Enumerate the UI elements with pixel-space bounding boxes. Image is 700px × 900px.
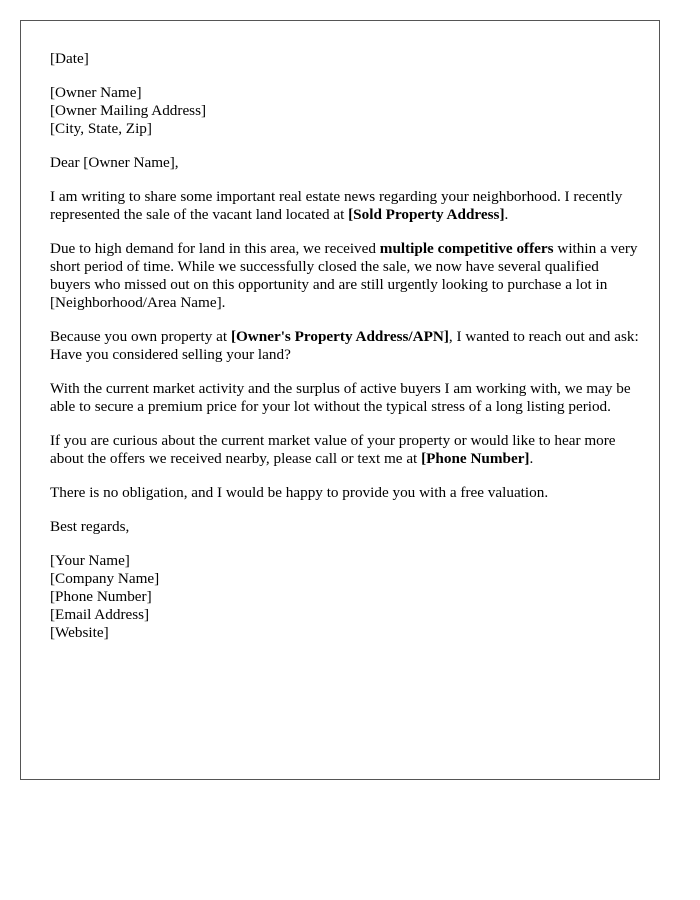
signature-phone: [Phone Number] — [50, 588, 152, 605]
date-line: [Date] — [50, 50, 89, 67]
recipient-city-state-zip: [City, State, Zip] — [50, 120, 152, 137]
signature-block — [50, 552, 640, 642]
multiple-offers-emphasis: multiple competitive offers — [379, 240, 554, 257]
paragraph-obligation: There is no obligation, and I would be happy to provide you with a free valuation. — [50, 484, 549, 501]
paragraph-property — [50, 328, 640, 364]
signature-company: [Company Name] — [50, 570, 160, 587]
signature-email: [Email Address] — [50, 606, 150, 623]
sold-property-address: [Sold Property Address] — [348, 206, 505, 223]
paragraph-property-text: Because you own property at — [50, 328, 231, 345]
recipient-block — [50, 84, 640, 138]
paragraph-intro — [50, 188, 640, 224]
paragraph-demand-text: Due to high demand for land in this area, we received — [50, 240, 380, 257]
paragraph-market: With the current market activity and the surplus of active buyers I am working with, we may be able to secure a premium price for your lot without the typical stress of a long listing period. — [50, 380, 631, 415]
owner-property-address: [Owner's Property Address/APN] — [230, 328, 449, 345]
recipient-mailing-address: [Owner Mailing Address] — [50, 102, 207, 119]
paragraph-demand-end: within a very short period of time. While we successfully closed the sale, we now have several qualified buyers who missed out on this opportunity and are still urgently looking to purchase a lot in [Neighborhood/Area Name]. — [50, 240, 638, 311]
letter-body — [50, 50, 640, 658]
closing: Best regards, — [50, 518, 130, 535]
letter-frame — [20, 20, 660, 780]
paragraph-property-end: , I wanted to reach out and ask: Have you considered selling your land? — [50, 328, 639, 363]
signature-name: [Your Name] — [50, 552, 130, 569]
greeting: Dear [Owner Name], — [50, 154, 179, 171]
paragraph-contact-text: If you are curious about the current market value of your property or would like to hear more about the offers we received nearby, please call or text me at — [50, 432, 616, 467]
recipient-name: [Owner Name] — [50, 84, 142, 101]
paragraph-contact-end: . — [529, 450, 534, 467]
paragraph-intro-end: . — [504, 206, 509, 223]
paragraph-demand — [50, 240, 640, 312]
paragraph-intro-text: I am writing to share some important real estate news regarding your neighborhood. I recently represented the sale of the vacant land located at — [50, 188, 623, 223]
signature-website: [Website] — [50, 624, 109, 641]
contact-phone-number: [Phone Number] — [421, 450, 530, 467]
paragraph-contact — [50, 432, 640, 468]
